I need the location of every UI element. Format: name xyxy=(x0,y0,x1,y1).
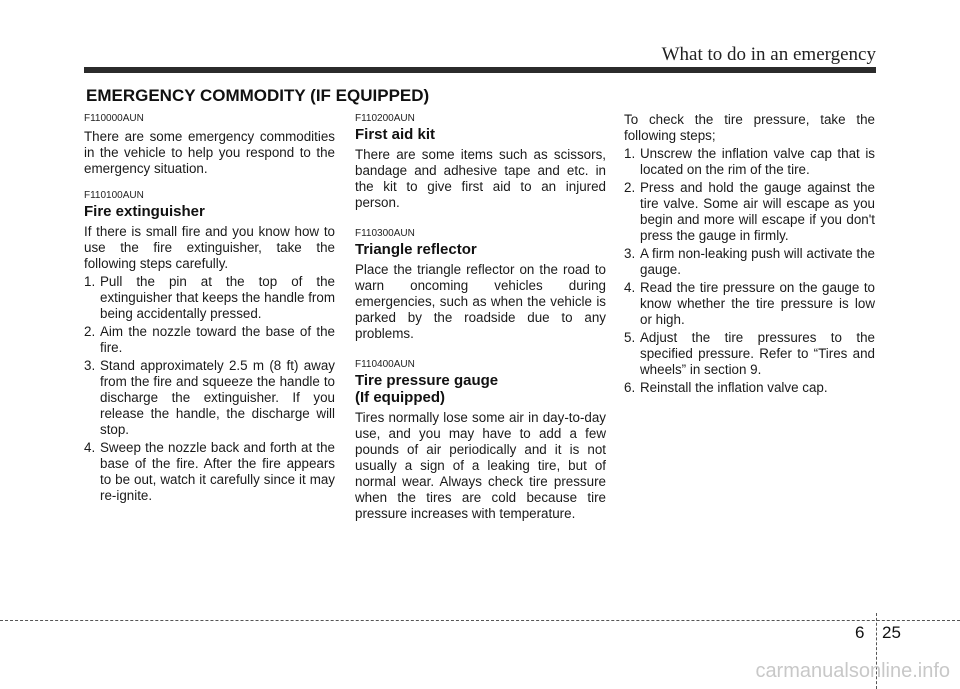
triangle-reflector-text: Place the triangle reflector on the road to warn oncoming vehicles during emergencies, such as when the vehicle is parked by the roadside due to any problems. xyxy=(355,262,606,341)
page-number: 25 xyxy=(882,623,901,642)
list-item: 1. Pull the pin at the top of the extinguisher that keeps the handle from being accidentally pressed. xyxy=(84,274,335,321)
triangle-reflector-heading: Triangle reflector xyxy=(355,241,477,258)
header-rule xyxy=(84,67,876,73)
list-item: 3. Stand approximately 2.5 m (8 ft) away from the fire and squeeze the handle to discharge the extinguisher. If you release the handle, the discharge will stop. xyxy=(84,358,335,437)
fire-extinguisher-intro: If there is small fire and you know how to use the fire extinguisher, take the following steps carefully. xyxy=(84,224,335,271)
list-item: 1. Unscrew the inflation valve cap that is located on the rim of the tire. xyxy=(624,146,875,177)
list-item: 3. A firm non-leaking push will activate the gauge. xyxy=(624,246,875,277)
page-header-title: What to do in an emergency xyxy=(661,44,876,65)
fire-extinguisher-steps xyxy=(84,274,335,504)
section-code: F110300AUN xyxy=(355,228,415,239)
list-item: 5. Adjust the tire pressures to the specified pressure. Refer to “Tires and wheels” in section 9. xyxy=(624,330,875,377)
tire-pressure-gauge-text: Tires normally lose some air in day-to-day use, and you may have to add a few pounds of air periodically and it is not usually a sign of a leaking tire, but of normal wear. Always check tire pressure when the tires are cold because tire pressure increases with temperature. xyxy=(355,410,606,521)
first-aid-kit-heading: First aid kit xyxy=(355,126,436,143)
section-code: F110200AUN xyxy=(355,113,415,124)
list-item: 2. Aim the nozzle toward the base of the fire. xyxy=(84,324,335,355)
footer-rule xyxy=(0,620,960,621)
section-title: EMERGENCY COMMODITY (IF EQUIPPED) xyxy=(86,86,430,105)
tire-pressure-gauge-heading: Tire pressure gauge (If equipped) xyxy=(355,372,499,406)
list-item: 4. Read the tire pressure on the gauge to know whether the tire pressure is low or high. xyxy=(624,280,875,327)
intro-paragraph: There are some emergency commodities in the vehicle to help you respond to the emergency situation. xyxy=(84,129,335,176)
column-2 xyxy=(355,112,606,522)
chapter-number: 6 xyxy=(855,623,865,642)
list-item: 2. Press and hold the gauge against the tire valve. Some air will escape as you begin and more will escape if you don't press the gauge in firmly. xyxy=(624,180,875,243)
tire-check-intro: To check the tire pressure, take the following steps; xyxy=(624,112,875,143)
watermark: carmanualsonline.info xyxy=(755,660,950,682)
first-aid-kit-text: There are some items such as scissors, bandage and adhesive tape and etc. in the kit to give first aid to an injured person. xyxy=(355,147,606,210)
list-item: 6. Reinstall the inflation valve cap. xyxy=(624,380,828,395)
section-code: F110100AUN xyxy=(84,190,144,201)
fire-extinguisher-heading: Fire extinguisher xyxy=(84,203,205,220)
tire-check-steps xyxy=(624,146,875,396)
list-item: 4. Sweep the nozzle back and forth at the base of the fire. After the fire appears to be out, watch it carefully since it may re-ignite. xyxy=(84,440,335,503)
section-code: F110000AUN xyxy=(84,113,144,124)
column-3 xyxy=(624,112,875,396)
section-code: F110400AUN xyxy=(355,359,415,370)
column-1 xyxy=(84,112,335,504)
